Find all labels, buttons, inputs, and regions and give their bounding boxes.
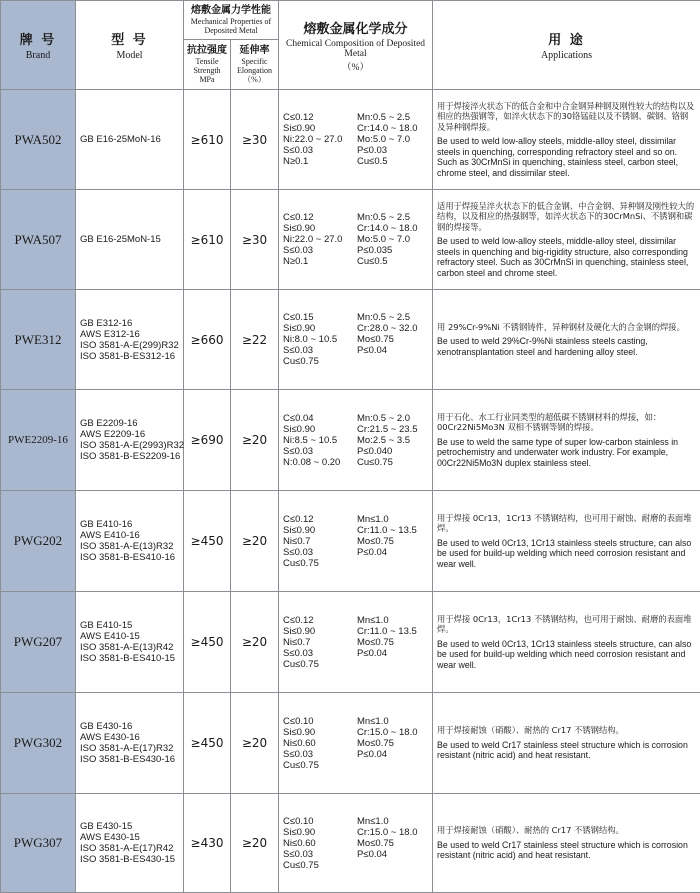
- mechanical-header: [184, 1, 279, 40]
- chem-element-right: [357, 760, 432, 771]
- chem-element-right: Cr:28.0 ~ 32.0: [357, 323, 432, 334]
- model-line: GB E2209-16: [80, 418, 183, 429]
- model-line: ISO 3581-A-E(13)R42: [80, 642, 183, 653]
- chem-element-left: Cu≤0.75: [283, 860, 357, 871]
- chem-element-right: Cu≤0.5: [357, 256, 432, 267]
- chem-element-left: Si≤0.90: [283, 626, 357, 637]
- chem-element-right: Cu≤0.75: [357, 457, 432, 468]
- brand-cell: PWG207: [1, 592, 76, 693]
- application-text-en: Be used to weld low-alloy steels, middle-alloy steel, dissimilar steels in quenching and big-rigidity structure, also corresponding refractory steel. Such as 30CrMnSi in quenching, stainless steel, carbon steel and chrome steel.: [437, 236, 696, 278]
- model-cell: [76, 794, 184, 893]
- chem-element-left: Si≤0.90: [283, 525, 357, 536]
- chem-element-left: Ni:22.0 ~ 27.0: [283, 134, 357, 145]
- chemical-cell: [279, 794, 433, 893]
- brand-cell: PWE312: [1, 290, 76, 390]
- chem-element-left: Cu≤0.75: [283, 558, 357, 569]
- elongation-cell: ≥20: [231, 592, 279, 693]
- chemical-grid: [283, 112, 432, 167]
- chemical-header-en: Chemical Composition of Deposited Metal: [279, 39, 432, 59]
- model-line: GB E410-16: [80, 519, 183, 530]
- chem-element-left: C≤0.15: [283, 312, 357, 323]
- model-header: [76, 1, 184, 90]
- chem-element-left: S≤0.03: [283, 345, 357, 356]
- chem-element-right: Mo:5.0 ~ 7.0: [357, 234, 432, 245]
- application-text-en: Be use to weld the same type of super low-carbon stainless in petrochemistry and underwater work industry. For example, 00Cr22Ni5Mo3N duplex stainless steel.: [437, 437, 696, 469]
- model-line: ISO 3581-A-E(17)R42: [80, 843, 183, 854]
- table-row: [1, 592, 700, 693]
- chem-element-left: Cu≤0.75: [283, 659, 357, 670]
- chemical-grid: [283, 312, 432, 367]
- chem-element-left: Cu≤0.75: [283, 356, 357, 367]
- elongation-cell: ≥30: [231, 90, 279, 190]
- chemical-grid: [283, 212, 432, 267]
- elongation-cell: ≥22: [231, 290, 279, 390]
- chem-element-right: Cr:11.0 ~ 13.5: [357, 525, 432, 536]
- model-header-cn: 型 号: [76, 29, 183, 48]
- brand-cell: PWE2209-16: [1, 390, 76, 491]
- model-cell: [76, 290, 184, 390]
- table-row: [1, 190, 700, 290]
- model-line: ISO 3581-B-ES2209-16: [80, 451, 183, 462]
- chemical-grid: [283, 514, 432, 569]
- chem-element-right: [357, 356, 432, 367]
- chemical-cell: [279, 592, 433, 693]
- applications-header: [433, 1, 700, 90]
- elongation-cell: ≥20: [231, 693, 279, 794]
- chem-element-left: S≤0.03: [283, 749, 357, 760]
- chem-element-right: Cr:21.5 ~ 23.5: [357, 424, 432, 435]
- application-text-cn: 用于焊接耐蚀（硝酸）、耐热的 Cr17 不锈钢结构。: [437, 725, 696, 736]
- model-line: AWS E2209-16: [80, 429, 183, 440]
- application-text-cn: 用于石化、水工行业同类型的超低碳不锈钢材料的焊接，如：00Cr22Ni5Mo3N 双相不锈钢等钢的焊接。: [437, 412, 696, 433]
- chem-element-right: Cr:14.0 ~ 18.0: [357, 223, 432, 234]
- model-cell: [76, 491, 184, 592]
- chem-element-left: Ni:8.5 ~ 10.5: [283, 435, 357, 446]
- brand-cell: PWG202: [1, 491, 76, 592]
- brand-cell: PWA507: [1, 190, 76, 290]
- model-line: AWS E410-15: [80, 631, 183, 642]
- chem-element-right: P≤0.04: [357, 648, 432, 659]
- chem-element-left: C≤0.12: [283, 212, 357, 223]
- application-text-cn: 适用于焊接呈淬火状态下的低合金钢、中合金钢、异种钢及刚性较大的结构，以及相应的热强钢等，如淬火状态下的30CrMnSi、不锈钢和碳钢的焊接等。: [437, 201, 696, 233]
- chem-element-left: Ni≤0.60: [283, 738, 357, 749]
- chem-element-left: N:0.08 ~ 0.20: [283, 457, 357, 468]
- chem-element-left: Si≤0.90: [283, 223, 357, 234]
- chem-element-right: Mo≤0.75: [357, 637, 432, 648]
- chem-element-right: [357, 860, 432, 871]
- tensile-cell: ≥610: [184, 190, 231, 290]
- model-line: ISO 3581-A-E(17)R32: [80, 743, 183, 754]
- model-line: AWS E430-16: [80, 732, 183, 743]
- chem-element-right: Mn≤1.0: [357, 816, 432, 827]
- chem-element-right: Mo≤0.75: [357, 536, 432, 547]
- chem-element-left: N≥0.1: [283, 156, 357, 167]
- applications-cell: [433, 592, 700, 693]
- table-row: [1, 693, 700, 794]
- chem-element-right: P≤0.040: [357, 446, 432, 457]
- table-row: [1, 290, 700, 390]
- chem-element-right: P≤0.04: [357, 749, 432, 760]
- chemical-cell: [279, 90, 433, 190]
- tensile-cell: ≥430: [184, 794, 231, 893]
- brand-cell: PWG307: [1, 794, 76, 893]
- chem-element-left: Ni:8.0 ~ 10.5: [283, 334, 357, 345]
- model-line: ISO 3581-A-E(2993)R32: [80, 440, 183, 451]
- chemical-grid: [283, 716, 432, 771]
- application-text-en: Be used to weld low-alloy steels, middle-alloy steel, dissimilar steels in quenching, corresponding refractory steel and so on. Such as 30CrMnSi in quenching, stainless steel, carbon steel, chrome steel, and dissimilar steel.: [437, 136, 696, 178]
- brand-header: [1, 1, 76, 90]
- chem-element-left: S≤0.03: [283, 446, 357, 457]
- brand-header-en: Brand: [1, 50, 75, 61]
- application-text-en: Be used to weld 0Cr13, 1Cr13 stainless steels structure, can also be used for build-up welding which need corrosion resistant and wear well.: [437, 538, 696, 570]
- chem-element-right: P≤0.03: [357, 145, 432, 156]
- applications-cell: [433, 90, 700, 190]
- table-row: [1, 90, 700, 190]
- brand-cell: PWG302: [1, 693, 76, 794]
- model-line: ISO 3581-B-ES430-15: [80, 854, 183, 865]
- tensile-header: [184, 40, 231, 90]
- chem-element-right: Mn≤1.0: [357, 716, 432, 727]
- chemical-cell: [279, 491, 433, 592]
- chem-element-right: Mn:0.5 ~ 2.0: [357, 413, 432, 424]
- elongation-cell: ≥20: [231, 491, 279, 592]
- application-text-cn: 用于焊接淬火状态下的低合金和中合金钢异种钢及刚性较大的结构以及相应的热强钢等，如淬火状态下的30铬锰硅以及不锈钢、碳钢、铬钢及异种钢焊接。: [437, 101, 696, 133]
- applications-cell: [433, 693, 700, 794]
- chemical-header: [279, 1, 433, 90]
- chem-element-right: Mo:2.5 ~ 3.5: [357, 435, 432, 446]
- mechanical-header-cn: 熔敷金属力学性能: [184, 5, 278, 17]
- chem-element-left: Ni≤0.7: [283, 536, 357, 547]
- chemical-cell: [279, 190, 433, 290]
- chem-element-right: Mn:0.5 ~ 2.5: [357, 312, 432, 323]
- model-cell: [76, 390, 184, 491]
- chem-element-right: [357, 558, 432, 569]
- chem-element-left: Ni≤0.60: [283, 838, 357, 849]
- application-text-en: Be used to weld Cr17 stainless steel structure which is corrosion resistant (nitric acid) and heat resistant.: [437, 840, 696, 861]
- model-line: ISO 3581-A-E(299)R32: [80, 340, 183, 351]
- chemical-grid: [283, 615, 432, 670]
- chem-element-right: Mo≤0.75: [357, 738, 432, 749]
- elongation-cell: ≥30: [231, 190, 279, 290]
- chem-element-left: S≤0.03: [283, 648, 357, 659]
- tensile-cell: ≥450: [184, 592, 231, 693]
- chem-element-left: S≤0.03: [283, 245, 357, 256]
- chem-element-left: C≤0.04: [283, 413, 357, 424]
- chem-element-right: Cr:15.0 ~ 18.0: [357, 827, 432, 838]
- model-line: AWS E312-16: [80, 329, 183, 340]
- model-cell: [76, 693, 184, 794]
- tensile-header-en: Tensile Strength: [184, 57, 230, 75]
- chem-element-left: C≤0.12: [283, 615, 357, 626]
- application-text-cn: 用于焊接耐蚀（硝酸）、耐热的 Cr17 不锈钢结构。: [437, 825, 696, 836]
- model-line: ISO 3581-B-ES312-16: [80, 351, 183, 362]
- application-text-en: Be used to weld 29%Cr-9%Ni stainless steels casting, xenotransplantation steel and hardening alloy steel.: [437, 336, 696, 357]
- chem-element-right: Mn:0.5 ~ 2.5: [357, 212, 432, 223]
- model-line: ISO 3581-B-ES410-15: [80, 653, 183, 664]
- model-line: GB E312-16: [80, 318, 183, 329]
- chem-element-left: C≤0.12: [283, 514, 357, 525]
- chem-element-left: C≤0.10: [283, 816, 357, 827]
- chem-element-right: P≤0.04: [357, 345, 432, 356]
- applications-cell: [433, 190, 700, 290]
- chemical-cell: [279, 693, 433, 794]
- application-text-en: Be used to weld 0Cr13, 1Cr13 stainless steels structure, can also be used for build-up welding which need corrosion resistant and wear well.: [437, 639, 696, 671]
- chemical-header-unit: （%）: [279, 59, 432, 73]
- chem-element-left: Cu≤0.75: [283, 760, 357, 771]
- chem-element-right: P≤0.035: [357, 245, 432, 256]
- model-line: GB E430-15: [80, 821, 183, 832]
- tensile-cell: ≥450: [184, 491, 231, 592]
- chem-element-right: Mn≤1.0: [357, 615, 432, 626]
- chem-element-right: Mo≤0.75: [357, 334, 432, 345]
- chem-element-right: Cu≤0.5: [357, 156, 432, 167]
- application-text-cn: 用 29%Cr-9%Ni 不锈钢铸件，异种钢材及硬化大的合金钢的焊接。: [437, 322, 696, 333]
- brand-cell: PWA502: [1, 90, 76, 190]
- model-line: GB E410-15: [80, 620, 183, 631]
- elongation-header: [231, 40, 279, 90]
- model-line: AWS E410-16: [80, 530, 183, 541]
- table-row: [1, 491, 700, 592]
- chem-element-left: S≤0.03: [283, 849, 357, 860]
- model-line: ISO 3581-A-E(13)R32: [80, 541, 183, 552]
- tensile-header-cn: 抗拉强度: [184, 45, 230, 57]
- elongation-cell: ≥20: [231, 794, 279, 893]
- model-line: ISO 3581-B-ES410-16: [80, 552, 183, 563]
- model-line: GB E16-25MoN-15: [80, 234, 183, 245]
- chem-element-left: Si≤0.90: [283, 123, 357, 134]
- mechanical-header-en: Mechanical Properties of Deposited Metal: [184, 17, 278, 35]
- tensile-cell: ≥610: [184, 90, 231, 190]
- chem-element-right: Cr:14.0 ~ 18.0: [357, 123, 432, 134]
- elongation-cell: ≥20: [231, 390, 279, 491]
- elongation-header-cn: 延伸率: [231, 45, 278, 57]
- application-text-en: Be used to weld Cr17 stainless steel structure which is corrosion resistant (nitric acid) and heat resistant.: [437, 740, 696, 761]
- elongation-header-unit: （%）: [231, 75, 278, 84]
- chem-element-right: Mo≤0.75: [357, 838, 432, 849]
- chem-element-left: C≤0.10: [283, 716, 357, 727]
- tensile-cell: ≥660: [184, 290, 231, 390]
- chem-element-right: Cr:11.0 ~ 13.5: [357, 626, 432, 637]
- chemical-cell: [279, 290, 433, 390]
- chem-element-left: Si≤0.90: [283, 323, 357, 334]
- application-text-cn: 用于焊接 0Cr13，1Cr13 不锈钢结构，也可用于耐蚀、耐磨的表面堆焊。: [437, 513, 696, 534]
- model-cell: [76, 190, 184, 290]
- model-header-en: Model: [76, 50, 183, 61]
- application-text-cn: 用于焊接 0Cr13，1Cr13 不锈钢结构，也可用于耐蚀、耐磨的表面堆焊。: [437, 614, 696, 635]
- chemical-header-cn: 熔敷金属化学成分: [279, 18, 432, 37]
- tensile-header-unit: MPa: [184, 75, 230, 84]
- table-row: [1, 794, 700, 893]
- spec-table-body: [1, 90, 700, 893]
- chem-element-left: Ni:22.0 ~ 27.0: [283, 234, 357, 245]
- chem-element-right: P≤0.04: [357, 849, 432, 860]
- chem-element-left: S≤0.03: [283, 547, 357, 558]
- chem-element-left: Si≤0.90: [283, 827, 357, 838]
- chem-element-left: S≤0.03: [283, 145, 357, 156]
- brand-header-cn: 牌 号: [1, 29, 75, 48]
- chemical-grid: [283, 816, 432, 871]
- chem-element-right: Mn≤1.0: [357, 514, 432, 525]
- chem-element-left: Si≤0.90: [283, 424, 357, 435]
- applications-cell: [433, 491, 700, 592]
- model-line: GB E430-16: [80, 721, 183, 732]
- model-line: AWS E430-15: [80, 832, 183, 843]
- chem-element-right: [357, 659, 432, 670]
- chemical-grid: [283, 413, 432, 468]
- chem-element-right: Mn:0.5 ~ 2.5: [357, 112, 432, 123]
- model-cell: [76, 592, 184, 693]
- chem-element-right: P≤0.04: [357, 547, 432, 558]
- chem-element-left: C≤0.12: [283, 112, 357, 123]
- applications-header-cn: 用 途: [433, 29, 700, 48]
- table-row: [1, 390, 700, 491]
- elongation-header-en: Specific Elongation: [231, 57, 278, 75]
- model-line: GB E16-25MoN-16: [80, 134, 183, 145]
- tensile-cell: ≥690: [184, 390, 231, 491]
- chem-element-right: Mo:5.0 ~ 7.0: [357, 134, 432, 145]
- applications-cell: [433, 290, 700, 390]
- applications-cell: [433, 390, 700, 491]
- chem-element-right: Cr:15.0 ~ 18.0: [357, 727, 432, 738]
- chem-element-left: N≥0.1: [283, 256, 357, 267]
- chem-element-left: Ni≤0.7: [283, 637, 357, 648]
- applications-cell: [433, 794, 700, 893]
- chemical-cell: [279, 390, 433, 491]
- model-line: ISO 3581-B-ES430-16: [80, 754, 183, 765]
- model-cell: [76, 90, 184, 190]
- chem-element-left: Si≤0.90: [283, 727, 357, 738]
- applications-header-en: Applications: [433, 50, 700, 61]
- tensile-cell: ≥450: [184, 693, 231, 794]
